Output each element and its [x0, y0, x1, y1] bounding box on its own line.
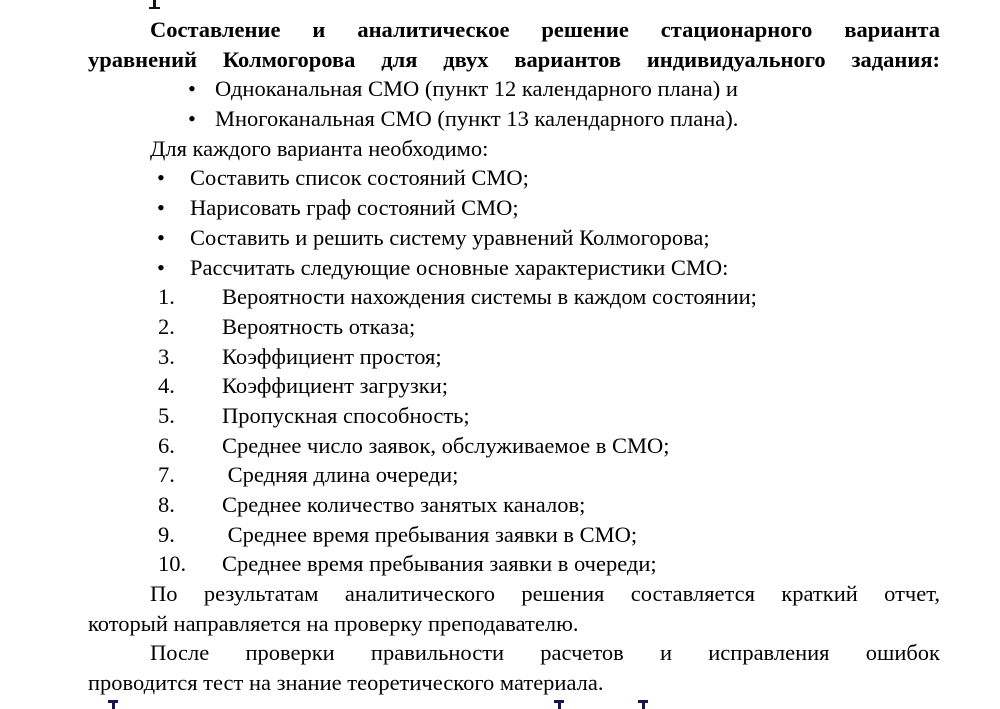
list-item-text: Одноканальная СМО (пункт 12 календарного плана) и: [215, 76, 738, 102]
list-item: [88, 104, 940, 134]
item-number: 1.: [158, 284, 175, 310]
cut-off-letter-fragment-bottom: [638, 700, 648, 709]
item-text: Среднее число заявок, обслуживаемое в СМО;: [222, 432, 670, 458]
item-number: 7.: [158, 462, 175, 488]
paragraph-line: После проверки правильности расчетов и исправления ошибок: [150, 640, 940, 666]
bullet-icon: •: [157, 254, 165, 280]
numbered-item: [88, 490, 940, 520]
item-number: 4.: [158, 373, 175, 399]
bullet-icon: •: [157, 195, 165, 221]
item-text: Вероятности нахождения системы в каждом состоянии;: [222, 284, 757, 310]
cut-off-letter-fragment-top: [149, 0, 160, 9]
numbered-item: [88, 371, 940, 401]
item-text: Среднее количество занятых каналов;: [222, 492, 586, 517]
numbered-characteristics-list: [88, 282, 940, 579]
item-text: Среднее время пребывания заявки в СМО;: [222, 521, 638, 547]
item-number: 8.: [158, 492, 175, 517]
list-item-text: Нарисовать граф состояний СМО;: [190, 195, 519, 221]
item-number: 9.: [158, 521, 175, 547]
numbered-item: [88, 312, 940, 342]
list-item: [88, 223, 940, 253]
numbered-item: [88, 549, 940, 579]
bullet-icon: •: [157, 224, 165, 250]
closing-paragraph-report: [88, 579, 940, 638]
cut-off-letter-fragment-bottom: [108, 700, 118, 709]
heading-line: уравнений Колмогорова для двух вариантов индивидуального задания:: [88, 46, 940, 72]
variant-bullet-list: [88, 74, 940, 133]
list-item: [88, 253, 940, 283]
paragraph-line: который направляется на проверку преподавателю.: [88, 610, 579, 636]
item-text: Вероятность отказа;: [222, 313, 416, 339]
heading-line: Составление и аналитическое решение стационарного варианта: [150, 17, 940, 42]
numbered-item: [88, 431, 940, 461]
bullet-icon: •: [157, 165, 165, 191]
item-text: Коэффициент простоя;: [222, 343, 442, 369]
item-text: Пропускная способность;: [222, 402, 470, 428]
closing-paragraph-test: [88, 638, 940, 697]
item-text: Коэффициент загрузки;: [222, 373, 448, 399]
bullet-icon: •: [188, 106, 196, 132]
numbered-item: [88, 520, 940, 550]
item-number: 10.: [158, 551, 187, 577]
list-item: [88, 163, 940, 193]
numbered-item: [88, 282, 940, 312]
list-item-text: Рассчитать следующие основные характеристики СМО:: [190, 254, 729, 280]
heading-paragraph: [88, 15, 940, 74]
task-bullet-list: [88, 163, 940, 282]
document-content: [88, 15, 940, 698]
list-item-text: Составить список состояний СМО;: [190, 165, 529, 191]
paragraph-line: По результатам аналитического решения составляется краткий отчет,: [150, 581, 940, 607]
list-item: [88, 74, 940, 104]
item-number: 2.: [158, 313, 175, 339]
list-item: [88, 193, 940, 223]
item-text: Средняя длина очереди;: [222, 462, 459, 488]
numbered-item: [88, 460, 940, 490]
intro-line: Для каждого варианта необходимо:: [150, 135, 489, 161]
item-number: 5.: [158, 402, 175, 428]
cut-off-letter-fragment-bottom: [554, 700, 564, 709]
paragraph-line: проводится тест на знание теоретического материала.: [88, 670, 604, 696]
list-item-text: Многоканальная СМО (пункт 13 календарного плана).: [215, 106, 739, 132]
numbered-item: [88, 401, 940, 431]
list-item-text: Составить и решить систему уравнений Колмогорова;: [190, 224, 710, 250]
numbered-item: [88, 342, 940, 372]
item-number: 3.: [158, 343, 175, 369]
item-text: Среднее время пребывания заявки в очереди;: [222, 551, 657, 577]
bullet-icon: •: [188, 76, 196, 102]
item-number: 6.: [158, 432, 175, 458]
